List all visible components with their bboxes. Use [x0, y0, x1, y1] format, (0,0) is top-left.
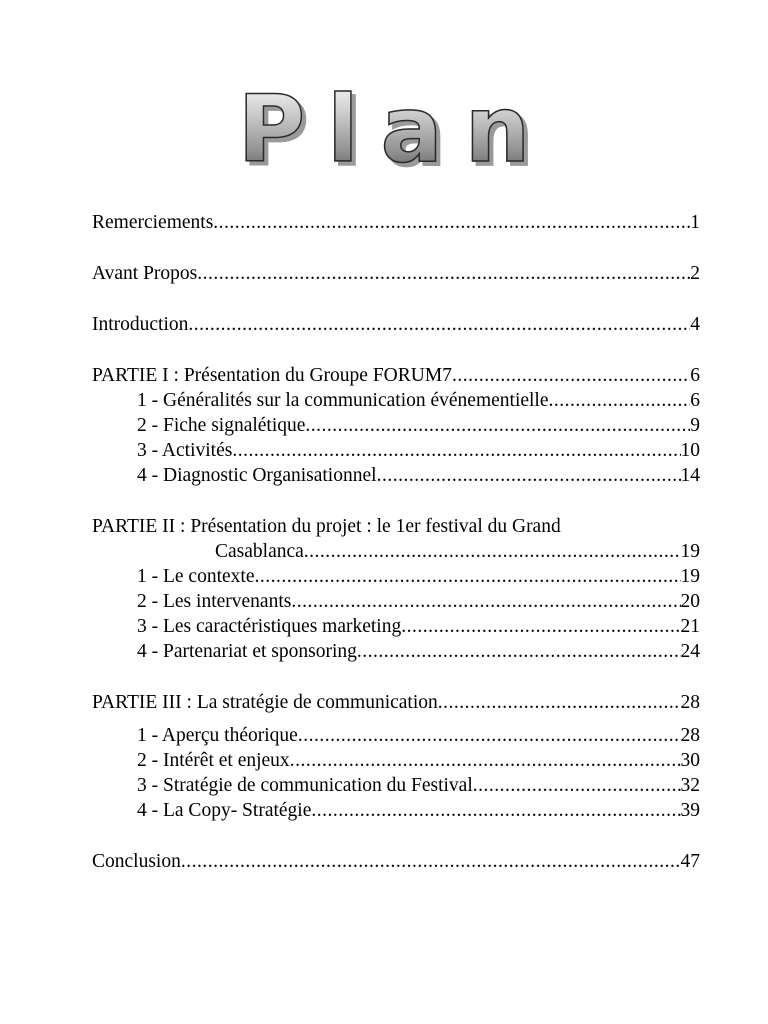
- toc-entry-remerciements: [92, 210, 700, 235]
- toc-page-number: 47: [680, 851, 700, 872]
- toc-page-number: 9: [690, 415, 700, 436]
- toc-entry-partie-2: [92, 539, 700, 564]
- toc-leader-dots: [181, 849, 681, 874]
- toc-page-number: 14: [680, 465, 700, 486]
- toc-leader-dots: [438, 690, 681, 715]
- toc-leader-dots: [401, 614, 680, 639]
- toc-entry-partie-3-section-1: [92, 723, 700, 748]
- toc-leader-dots: [357, 639, 681, 664]
- toc-entry-partie-1-section-1: [92, 388, 700, 413]
- toc-page-number: 4: [690, 314, 700, 335]
- toc-entry-partie-2-section-2: [92, 589, 700, 614]
- toc-entry-label: 4 - Partenariat et sponsoring: [137, 641, 357, 662]
- toc-page-number: 20: [680, 591, 700, 612]
- toc-leader-dots: [473, 773, 681, 798]
- toc-leader-dots: [232, 438, 680, 463]
- page-title: Plan: [0, 84, 768, 176]
- toc-entry-label: 2 - Les intervenants: [137, 591, 292, 612]
- toc-page-number: 30: [680, 750, 700, 771]
- toc-entry-label: 3 - Stratégie de communication du Festival: [137, 775, 473, 796]
- toc-page-number: 28: [680, 725, 700, 746]
- toc-entry-partie-2-section-4: [92, 639, 700, 664]
- toc-leader-dots: [549, 388, 691, 413]
- toc-entry-partie-3-section-4: [92, 798, 700, 823]
- toc-entry-label: 4 - Diagnostic Organisationnel: [137, 465, 377, 486]
- toc-page-number: 28: [680, 692, 700, 713]
- toc-entry-label: Avant Propos: [92, 263, 198, 284]
- toc-entry-label: 2 - Intérêt et enjeux: [137, 750, 290, 771]
- toc-page-number: 21: [680, 616, 700, 637]
- toc-leader-dots: [213, 210, 690, 235]
- toc-leader-dots: [377, 463, 681, 488]
- toc-leader-dots: [197, 261, 690, 286]
- toc-entry-partie-1-section-2: [92, 413, 700, 438]
- toc-entry-label: 1 - Le contexte: [137, 566, 255, 587]
- toc-entry-introduction: [92, 312, 700, 337]
- toc-page-number: 39: [680, 800, 700, 821]
- toc-entry-label: PARTIE I : Présentation du Groupe FORUM7: [92, 365, 452, 386]
- toc-page-number: 1: [690, 212, 700, 233]
- toc-entry-partie-1-section-4: [92, 463, 700, 488]
- toc-entry-label: 1 - Aperçu théorique: [137, 725, 298, 746]
- toc-entry-partie-1-section-3: [92, 438, 700, 463]
- toc-entry-label: PARTIE III : La stratégie de communication: [92, 692, 438, 713]
- toc-page-number: 24: [680, 641, 700, 662]
- toc-entry-label: Introduction: [92, 314, 189, 335]
- toc-entry-label: 3 - Les caractéristiques marketing: [137, 616, 402, 637]
- toc-entry-label: 2 - Fiche signalétique: [137, 415, 306, 436]
- toc-leader-dots: [305, 413, 690, 438]
- toc-page-number: 19: [680, 541, 700, 562]
- toc-entry-partie-3: [92, 690, 700, 715]
- toc-entry-partie-3-section-3: [92, 773, 700, 798]
- toc-leader-dots: [304, 539, 681, 564]
- toc-leader-dots: [188, 312, 690, 337]
- toc-entry-label: 4 - La Copy- Stratégie: [137, 800, 312, 821]
- toc-entry-label: 3 - Activités: [137, 440, 233, 461]
- toc-entry-partie-3-section-2: [92, 748, 700, 773]
- toc-entry-label: Conclusion: [92, 851, 181, 872]
- toc-leader-dots: [298, 723, 681, 748]
- table-of-contents: [92, 210, 700, 874]
- toc-entry-partie-2-section-3: [92, 614, 700, 639]
- toc-page-number: 6: [690, 365, 700, 386]
- toc-page-number: 6: [690, 390, 700, 411]
- toc-leader-dots: [452, 363, 690, 388]
- toc-page-number: 19: [680, 566, 700, 587]
- toc-entry-partie-2-heading: PARTIE II : Présentation du projet : le 1er festival du Grand: [92, 516, 561, 537]
- toc-entry-conclusion: [92, 849, 700, 874]
- toc-leader-dots: [290, 748, 681, 773]
- toc-leader-dots: [291, 589, 680, 614]
- toc-page-number: 2: [690, 263, 700, 284]
- toc-entry-partie-2-section-1: [92, 564, 700, 589]
- toc-entry-label: Remerciements: [92, 212, 214, 233]
- toc-page-number: 10: [680, 440, 700, 461]
- toc-entry-avant-propos: [92, 261, 700, 286]
- toc-leader-dots: [255, 564, 681, 589]
- toc-entry-label: 1 - Généralités sur la communication événementielle: [137, 390, 549, 411]
- toc-entry-partie-1: [92, 363, 700, 388]
- toc-leader-dots: [311, 798, 680, 823]
- toc-entry-label: Casablanca: [215, 541, 304, 562]
- toc-page-number: 32: [680, 775, 700, 796]
